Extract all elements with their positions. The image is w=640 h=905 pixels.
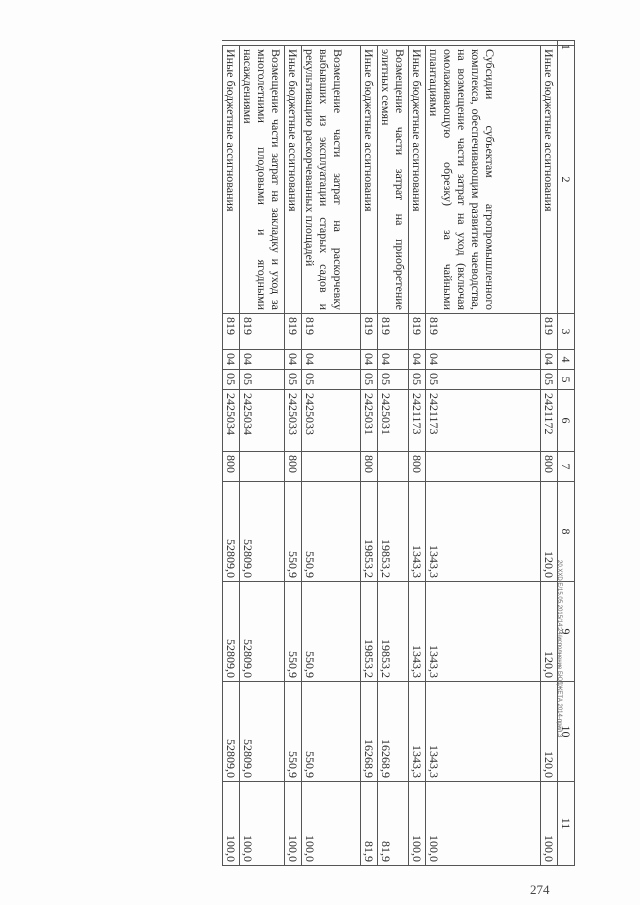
expense-type-cell: 800 (409, 452, 426, 482)
header-cell: 4 (558, 350, 575, 370)
header-cell: 8 (558, 482, 575, 582)
amount-cell: 52809,0 (223, 582, 240, 682)
amount-cell: 16268,9 (378, 682, 409, 782)
header-cell: 10 (558, 682, 575, 782)
amount-cell: 19853,2 (378, 482, 409, 582)
table-row (285, 41, 302, 866)
row-name-cell: Возмещение части затрат на приобретение элитных семян (378, 46, 409, 314)
subsection-code-cell: 05 (541, 370, 558, 390)
expense-type-cell: 800 (223, 452, 240, 482)
row-name-cell: Возмещение части затрат на раскорчевку выбывших из эксплуатации старых садов и рекультивацию раскорчеванных площадей (302, 46, 361, 314)
ministry-code-cell: 819 (223, 314, 240, 350)
percent-cell: 100,0 (541, 782, 558, 866)
percent-cell: 81,9 (361, 782, 378, 866)
table-row (426, 41, 541, 866)
ministry-code-cell: 819 (302, 314, 361, 350)
target-article-cell: 2425031 (378, 390, 409, 452)
subsection-code-cell: 05 (223, 370, 240, 390)
section-code-cell: 04 (361, 350, 378, 370)
ministry-code-cell: 819 (409, 314, 426, 350)
percent-cell: 100,0 (426, 782, 541, 866)
section-code-cell: 04 (426, 350, 541, 370)
percent-cell: 100,0 (285, 782, 302, 866)
amount-cell: 1343,3 (426, 682, 541, 782)
table-body (223, 41, 558, 866)
expense-type-cell (302, 452, 361, 482)
table-row (378, 41, 409, 866)
amount-cell: 550,9 (302, 482, 361, 582)
expense-type-cell: 800 (541, 452, 558, 482)
ministry-code-cell: 819 (285, 314, 302, 350)
header-cell: 7 (558, 452, 575, 482)
rotated-table-container (45, 40, 575, 865)
amount-cell: 52809,0 (240, 582, 285, 682)
section-code-cell: 04 (285, 350, 302, 370)
amount-cell: 1343,3 (409, 682, 426, 782)
percent-cell: 100,0 (240, 782, 285, 866)
header-cell: 3 (558, 314, 575, 350)
section-code-cell: 04 (541, 350, 558, 370)
expense-type-cell: 800 (285, 452, 302, 482)
target-article-cell: 2421173 (426, 390, 541, 452)
amount-cell: 1343,3 (426, 482, 541, 582)
page-number: 274 (530, 882, 550, 897)
section-code-cell: 04 (302, 350, 361, 370)
amount-cell: 19853,2 (378, 582, 409, 682)
amount-cell: 52809,0 (223, 482, 240, 582)
target-article-cell: 2425033 (302, 390, 361, 452)
table-row (541, 41, 558, 866)
budget-table (222, 40, 575, 866)
subsection-code-cell: 05 (285, 370, 302, 390)
amount-cell: 52809,0 (240, 482, 285, 582)
row-name-cell: Субсидии субъектам агропромышленного комплекса, обеспечивающим развитие чаеводства, на возмещение части затрат на уход (включая омолаживающую обрезку) за чайными плантациями (426, 46, 541, 314)
amount-cell: 16268,9 (361, 682, 378, 782)
ministry-code-cell: 819 (426, 314, 541, 350)
subsection-code-cell: 05 (409, 370, 426, 390)
row-name-cell: Иные бюджетные ассигнования (361, 46, 378, 314)
header-cell: 1 (558, 41, 575, 46)
header-cell: 6 (558, 390, 575, 452)
row-name-cell: Иные бюджетные ассигнования (223, 46, 240, 314)
section-code-cell: 04 (378, 350, 409, 370)
target-article-cell: 2425031 (361, 390, 378, 452)
percent-cell: 100,0 (302, 782, 361, 866)
header-cell: 9 (558, 582, 575, 682)
subsection-code-cell: 05 (240, 370, 285, 390)
row-name-cell: Иные бюджетные ассигнования (541, 46, 558, 314)
amount-cell: 550,9 (285, 682, 302, 782)
section-code-cell: 04 (223, 350, 240, 370)
subsection-code-cell: 05 (361, 370, 378, 390)
subsection-code-cell: 05 (426, 370, 541, 390)
header-row (558, 41, 575, 866)
percent-cell: 100,0 (409, 782, 426, 866)
ministry-code-cell: 819 (361, 314, 378, 350)
amount-cell: 52809,0 (240, 682, 285, 782)
amount-cell: 550,9 (285, 482, 302, 582)
target-article-cell: 2425034 (240, 390, 285, 452)
expense-type-cell (378, 452, 409, 482)
amount-cell: 52809,0 (223, 682, 240, 782)
amount-cell: 19853,2 (361, 482, 378, 582)
table-row (240, 41, 285, 866)
footer-reference: 20.XXDIE/15.05.2015/14:24/исполнение БЮДЖЕТА 2014-прил.3 (556, 560, 562, 738)
row-name-cell: Возмещение части затрат на закладку и уход за многолетними плодовыми и ягодными насаждениями (240, 46, 285, 314)
amount-cell: 550,9 (285, 582, 302, 682)
amount-cell: 550,9 (302, 682, 361, 782)
amount-cell: 1343,3 (426, 582, 541, 682)
percent-cell: 81,9 (378, 782, 409, 866)
header-cell: 11 (558, 782, 575, 866)
row-name-cell: Иные бюджетные ассигнования (285, 46, 302, 314)
amount-cell: 1343,3 (409, 482, 426, 582)
percent-cell: 100,0 (223, 782, 240, 866)
amount-cell: 120,0 (541, 482, 558, 582)
target-article-cell: 2425034 (223, 390, 240, 452)
ministry-code-cell: 819 (541, 314, 558, 350)
table-row (361, 41, 378, 866)
table-row (302, 41, 361, 866)
expense-type-cell (426, 452, 541, 482)
amount-cell: 120,0 (541, 582, 558, 682)
amount-cell: 1343,3 (409, 582, 426, 682)
header-cell: 5 (558, 370, 575, 390)
section-code-cell: 04 (240, 350, 285, 370)
expense-type-cell: 800 (361, 452, 378, 482)
header-cell: 2 (558, 46, 575, 314)
expense-type-cell (240, 452, 285, 482)
subsection-code-cell: 05 (302, 370, 361, 390)
subsection-code-cell: 05 (378, 370, 409, 390)
amount-cell: 550,9 (302, 582, 361, 682)
table-row (223, 41, 240, 866)
amount-cell: 120,0 (541, 682, 558, 782)
ministry-code-cell: 819 (240, 314, 285, 350)
amount-cell: 19853,2 (361, 582, 378, 682)
row-name-cell: Иные бюджетные ассигнования (409, 46, 426, 314)
target-article-cell: 2421172 (541, 390, 558, 452)
target-article-cell: 2425033 (285, 390, 302, 452)
target-article-cell: 2421173 (409, 390, 426, 452)
section-code-cell: 04 (409, 350, 426, 370)
ministry-code-cell: 819 (378, 314, 409, 350)
table-row (409, 41, 426, 866)
